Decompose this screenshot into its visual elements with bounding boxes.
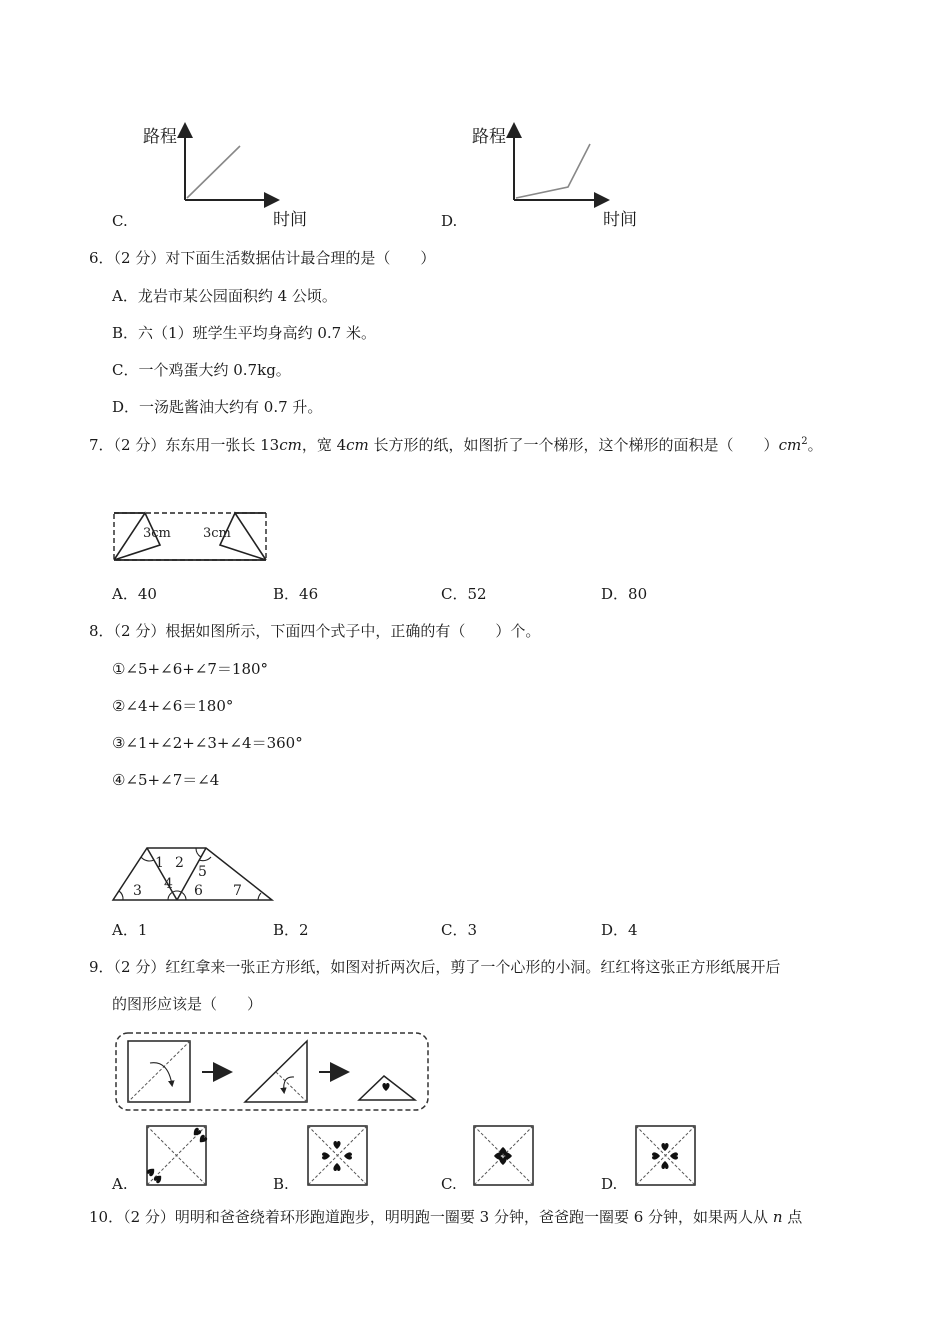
option-c-label: C.: [112, 212, 128, 230]
q9-process-box: [116, 1033, 428, 1110]
graph-d-y-label: 路程: [472, 127, 506, 147]
q9-option-b: B.: [273, 1175, 289, 1193]
q7-option-d: D．80: [601, 585, 648, 603]
q7-unit-cm2: cm: [778, 436, 802, 454]
q6-option-d: D．一汤匙酱油大约有 0.7 升。: [112, 398, 323, 416]
q9-step1-arrow: [150, 1063, 172, 1085]
q6-stem: 6．（2 分）对下面生活数据估计最合理的是（ ）: [89, 249, 436, 267]
q7-end: 。: [807, 436, 823, 454]
q7-stem-c: 长方形的纸，如图折了一个梯形，这个梯形的面积是（ ）: [368, 436, 779, 454]
q9-stem-line2: 的图形应该是（ ）: [112, 995, 263, 1013]
q8-angle-2: 2: [175, 855, 184, 871]
q9-option-d-figure: [636, 1126, 695, 1185]
q9-option-a-figure: [146, 1126, 208, 1185]
q7-option-c: C．52: [441, 585, 487, 603]
q8-angle-3: 3: [133, 883, 142, 899]
q8-option-b: B．2: [273, 921, 309, 939]
q8-angle-5: 5: [198, 864, 207, 880]
q10-stem-a: 10．（2 分）明明和爸爸绕着环形跑道跑步，明明跑一圈要 3 分钟，爸爸跑一圈要 6 分钟，如果两人从: [89, 1208, 773, 1226]
q8-statement-4: ④∠5+∠7＝∠4: [112, 771, 220, 789]
graph-c-y-label: 路程: [143, 127, 177, 147]
graph-d-x-label: 时间: [603, 210, 637, 230]
q8-option-a: A．1: [112, 921, 148, 939]
q9-option-b-figure: [308, 1126, 367, 1185]
q8-angle-6: 6: [194, 883, 203, 899]
q10-stem: [89, 1206, 802, 1227]
q9-option-c: C.: [441, 1175, 457, 1193]
q10-stem-b: 点: [782, 1208, 803, 1226]
q8-stem: 8．（2 分）根据如图所示，下面四个式子中，正确的有（ ）个。: [89, 622, 541, 640]
q9-option-a: A.: [112, 1175, 128, 1193]
q8-statement-3: ③∠1+∠2+∠3+∠4＝360°: [112, 734, 303, 752]
q7-stem-a: 7．（2 分）东东用一张长 13: [89, 436, 280, 454]
q7-right-label: 3cm: [203, 526, 231, 541]
q8-statement-2: ②∠4+∠6＝180°: [112, 697, 234, 715]
q7-left-label: 3cm: [143, 526, 171, 541]
q8-angle-1: 1: [155, 855, 164, 871]
q6-option-a: A．龙岩市某公园面积约 4 公顷。: [112, 287, 337, 305]
q8-angle-7: 7: [233, 883, 242, 899]
q9-stem-line1: 9．（2 分）红红拿来一张正方形纸，如图对折两次后，剪了一个心形的小洞。红红将这张正方形纸展开后: [89, 958, 781, 976]
q8-statement-1: ①∠5+∠6+∠7＝180°: [112, 660, 269, 678]
q9-option-d: D.: [601, 1175, 618, 1193]
q7-sup: 2: [801, 436, 808, 447]
q7-option-a: A．40: [112, 585, 157, 603]
q6-option-c: C．一个鸡蛋大约 0.7kg。: [112, 361, 291, 379]
q9-step1-square: [128, 1041, 190, 1102]
q8-angle-4: 4: [164, 876, 173, 892]
q9-step3-heart: [382, 1083, 389, 1091]
q8-option-d: D．4: [601, 921, 638, 939]
q7-stem-b: ，宽 4: [301, 436, 347, 454]
q7-option-b: B．46: [273, 585, 319, 603]
q8-option-c: C．3: [441, 921, 478, 939]
graph-c-x-label: 时间: [273, 210, 307, 230]
q10-var: n: [772, 1208, 783, 1226]
q9-option-c-figure: [474, 1126, 533, 1185]
q9-step1-fold-line: [128, 1041, 190, 1102]
q7-unit-cm-2: cm: [346, 436, 369, 454]
q7-unit-cm-1: cm: [279, 436, 302, 454]
q6-option-b: B．六（1）班学生平均身高约 0.7 米。: [112, 324, 376, 342]
option-d-label: D.: [441, 212, 458, 230]
